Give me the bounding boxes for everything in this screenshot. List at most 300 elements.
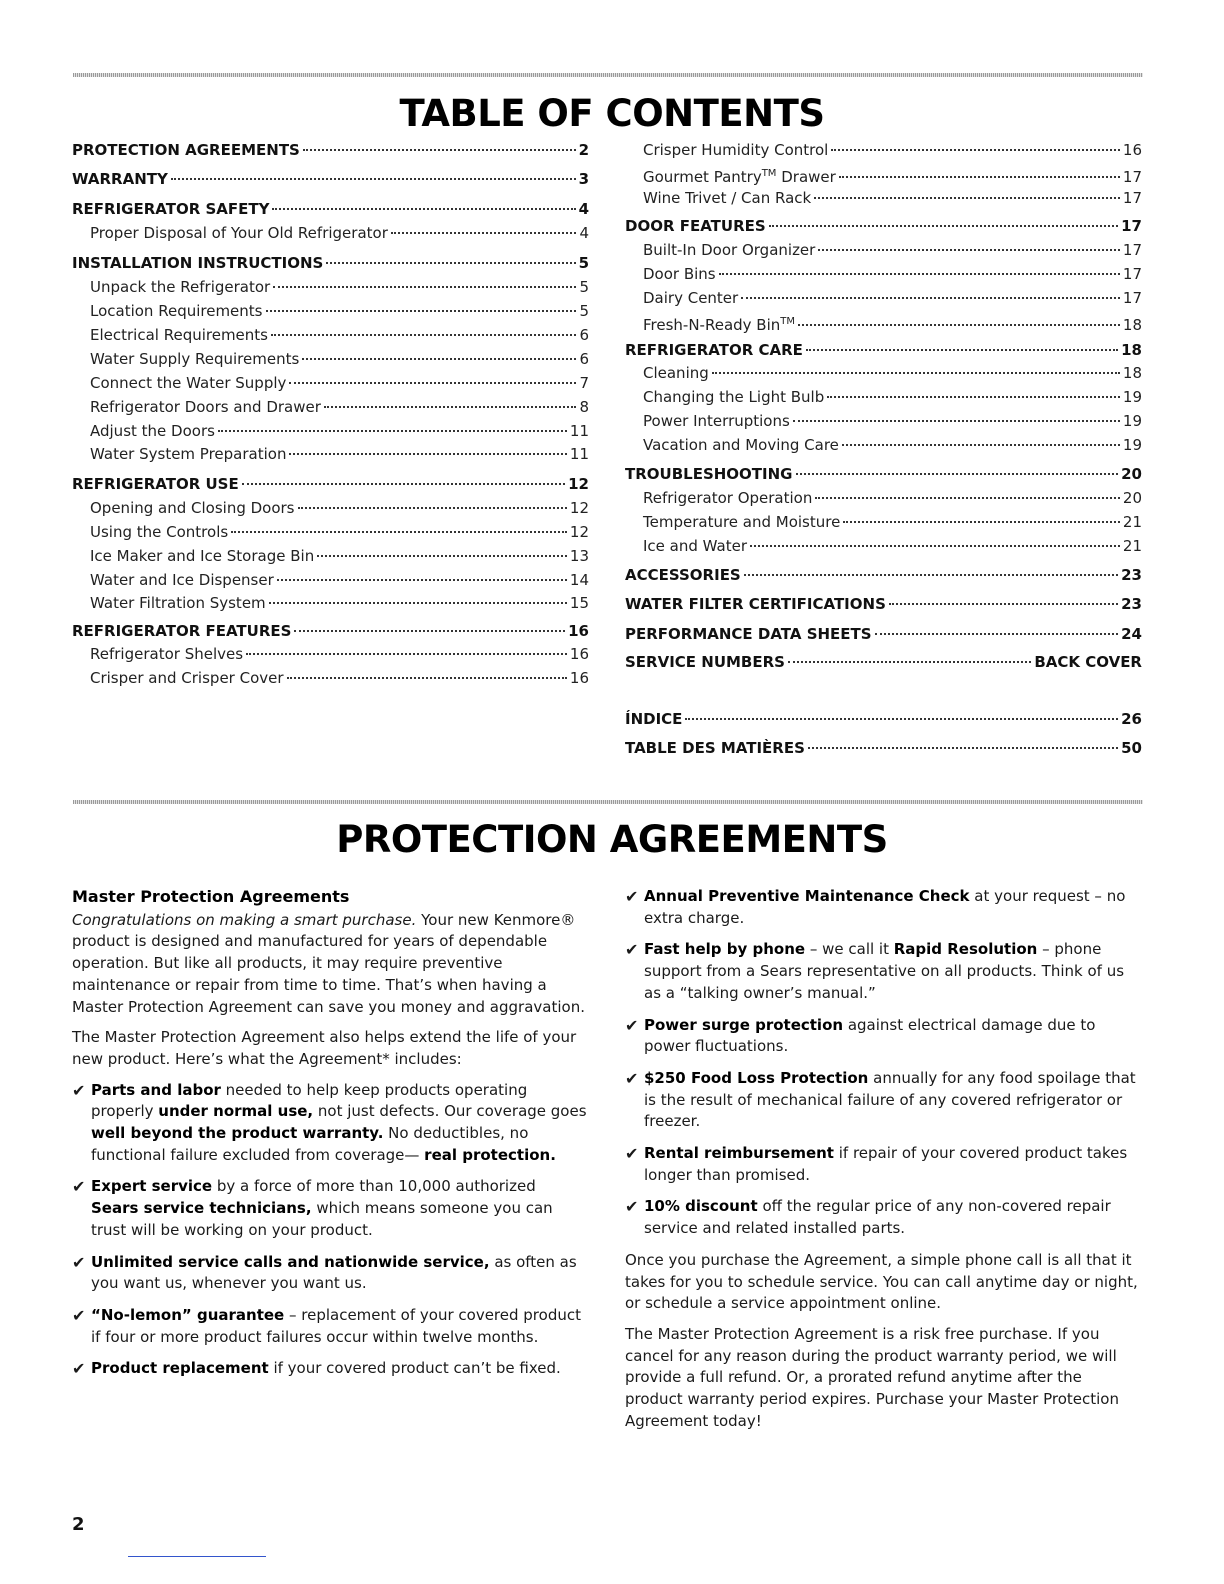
toc-entry-label-text: DOOR FEATURES [625, 217, 766, 235]
bullet-text: which means someone you can trust will be working on your product. [91, 1199, 553, 1239]
toc-entry-label-text: Adjust the Doors [90, 422, 215, 440]
toc-entry-label [625, 709, 682, 729]
toc-entry [643, 488, 1142, 508]
toc-entry-label [625, 216, 766, 236]
toc-dot-leader [246, 653, 567, 655]
toc-entry-page: 23 [1121, 566, 1142, 584]
toc-entry [625, 709, 1142, 729]
toc-entry-page: 8 [579, 398, 589, 416]
toc-entry-page: 15 [569, 594, 589, 612]
toc-entry-label-text: Ice Maker and Ice Storage Bin [90, 547, 315, 565]
toc-entry [625, 216, 1142, 236]
toc-entry-page: 11 [569, 445, 589, 463]
toc-entry-page: 24 [1121, 625, 1142, 643]
toc-entry-label [90, 498, 295, 518]
toc-entry-label [90, 325, 268, 345]
left-bullet-list [72, 1080, 587, 1380]
toc-entry [625, 652, 1142, 672]
toc-entry-page: 6 [579, 350, 589, 368]
bullet-text: needed to help keep products operating properly [91, 1080, 528, 1121]
toc-entry [72, 169, 589, 189]
bullet-bold-text: Product replacement [91, 1359, 269, 1378]
toc-entry-label-suffix: Drawer [776, 168, 836, 186]
toc-entry-page: 2 [578, 141, 589, 159]
toc-entry-label-text: Wine Trivet / Can Rack [643, 189, 812, 207]
toc-entry-label [90, 593, 266, 613]
toc-dot-leader [798, 324, 1120, 326]
toc-entry-page: 18 [1122, 364, 1142, 382]
toc-entry-label [90, 546, 314, 566]
bullet-text: – phone support from a Sears representative on all products. Think of us as a “talking owner’s manual.” [644, 940, 1125, 1002]
toc-entry-label [90, 668, 284, 688]
toc-entry-page: 6 [579, 326, 589, 344]
toc-entry-page: 12 [568, 475, 589, 493]
toc-entry-page: 18 [1121, 341, 1142, 359]
toc-left-column [72, 141, 589, 704]
toc-entry-label [90, 277, 270, 297]
toc-entry [90, 349, 589, 369]
checkmark-icon: ✔ [625, 1068, 639, 1088]
toc-entry-page: BACK COVER [1034, 653, 1142, 671]
toc-entry-page: 21 [1122, 513, 1142, 531]
checkmark-icon: ✔ [625, 1144, 639, 1164]
toc-entry-page: 7 [579, 374, 589, 392]
toc-dot-leader [889, 603, 1118, 605]
toc-entry-label-text: Changing the Light Bulb [643, 388, 825, 406]
toc-dot-leader [744, 574, 1118, 576]
toc-entry-page: 4 [578, 200, 589, 218]
toc-dot-leader [719, 273, 1120, 275]
toc-dot-leader [843, 521, 1120, 523]
toc-entry [90, 223, 589, 243]
toc-entry-page: 21 [1122, 537, 1142, 555]
toc-entry-label [643, 288, 738, 308]
trademark-superscript: TM [761, 168, 777, 179]
toc-entry [643, 288, 1142, 308]
toc-entry-label-text: Ice and Water [643, 537, 747, 555]
top-divider-rule [73, 73, 1143, 77]
closing-paragraph-1: Once you purchase the Agreement, a simple phone call is all that it takes for you to schedule service. You can call anytime day or night, or schedule a service appointment online. [625, 1250, 1138, 1313]
toc-entry-label [643, 488, 812, 508]
protection-left-column [72, 886, 587, 1390]
toc-entry-page: 12 [569, 523, 589, 541]
toc-entry [90, 397, 589, 417]
toc-dot-leader [788, 661, 1031, 663]
toc-entry-label [72, 621, 291, 641]
benefit-bullet [72, 1080, 587, 1167]
bullet-text: – we call it [805, 940, 894, 959]
toc-entry [643, 536, 1142, 556]
benefit-bullet [625, 1015, 1140, 1058]
toc-entry-label-text: Temperature and Moisture [643, 513, 841, 531]
toc-entry [643, 435, 1142, 455]
toc-entry-label [643, 264, 716, 284]
toc-entry [72, 140, 589, 160]
checkmark-icon: ✔ [625, 1015, 639, 1035]
toc-dot-leader [324, 406, 577, 408]
toc-entry-label-text: REFRIGERATOR FEATURES [72, 622, 292, 640]
toc-entry [90, 277, 589, 297]
toc-entry-label-text: Built-In Door Organizer [643, 241, 816, 259]
toc-entry-label-text: Power Interruptions [643, 412, 790, 430]
toc-dot-leader [806, 349, 1118, 351]
toc-entry-label-text: Water System Preparation [90, 445, 287, 463]
toc-entry-page: 3 [578, 170, 589, 188]
footer-line [128, 1556, 266, 1557]
toc-entry-label [625, 594, 886, 614]
bullet-bold-text: real protection. [424, 1145, 556, 1164]
toc-entry-label-text: Crisper and Crisper Cover [90, 669, 284, 687]
toc-entry [643, 164, 1142, 187]
toc-entry [625, 565, 1142, 585]
toc-entry-label [643, 240, 815, 260]
toc-entry-label-text: Door Bins [643, 265, 716, 283]
bullet-text: annually for any food spoilage that is the result of mechanical failure of any covered refrigerator or freezer. [644, 1068, 1136, 1131]
toc-entry-label [72, 169, 168, 189]
toc-dot-leader [294, 630, 565, 632]
toc-entry-label-text: Opening and Closing Doors [90, 499, 295, 517]
toc-entry-label-text: Water Filtration System [90, 594, 266, 612]
toc-entry-page: 12 [569, 499, 589, 517]
toc-entry-label [625, 624, 872, 644]
toc-entry-label-text: REFRIGERATOR CARE [625, 341, 803, 359]
benefit-bullet [72, 1252, 587, 1295]
toc-dot-leader [839, 176, 1120, 178]
toc-entry [643, 363, 1142, 383]
toc-entry-label [643, 387, 824, 407]
toc-entry [643, 411, 1142, 431]
toc-entry-label [643, 140, 828, 160]
toc-entry [90, 644, 589, 664]
checkmark-icon: ✔ [625, 940, 639, 960]
toc-entry-page: 19 [1122, 412, 1142, 430]
toc-dot-leader [273, 286, 576, 288]
toc-dot-leader [317, 555, 567, 557]
toc-entry-label [90, 397, 321, 417]
toc-dot-leader [231, 531, 567, 533]
toc-dot-leader [831, 149, 1120, 151]
toc-right-column [625, 141, 1142, 764]
toc-entry [643, 312, 1142, 335]
bullet-bold-text: Rental reimbursement [644, 1144, 834, 1163]
toc-entry-page: 4 [579, 224, 589, 242]
toc-dot-leader [218, 430, 567, 432]
toc-entry [72, 474, 589, 494]
bullet-bold-text: under normal use, [158, 1102, 314, 1121]
toc-entry-page: 5 [579, 278, 589, 296]
toc-entry-label [625, 565, 741, 585]
bullet-text: No deductibles, no functional failure excluded from coverage— [91, 1124, 529, 1164]
toc-entry-label-text: TABLE DES MATIÈRES [625, 739, 805, 757]
toc-entry [90, 546, 589, 566]
toc-entry-label [90, 570, 274, 590]
toc-title: TABLE OF CONTENTS [399, 92, 825, 135]
toc-entry-label [72, 199, 269, 219]
toc-entry [643, 140, 1142, 160]
bullet-bold-text: Sears service technicians, [91, 1199, 312, 1218]
toc-entry-label-text: Fresh-N-Ready Bin [643, 316, 781, 334]
toc-entry-label [72, 253, 323, 273]
benefit-bullet [72, 1305, 587, 1348]
bullet-text: if your covered product can’t be fixed. [268, 1359, 561, 1378]
toc-entry-label-text: Water Supply Requirements [90, 350, 300, 368]
toc-dot-leader [741, 297, 1120, 299]
bullet-bold-text: Unlimited service calls and nationwide service, [91, 1252, 490, 1271]
toc-entry [90, 570, 589, 590]
toc-entry-page: 16 [1122, 141, 1142, 159]
toc-entry [90, 444, 589, 464]
toc-entry-label-text: Location Requirements [90, 302, 263, 320]
toc-entry-page: 17 [1121, 217, 1142, 235]
toc-entry-label [643, 411, 790, 431]
benefit-bullet [625, 1196, 1140, 1239]
toc-entry-label-text: WARRANTY [72, 170, 168, 188]
closing-paragraph-2: The Master Protection Agreement is a risk free purchase. If you cancel for any reason during the product warranty period, we will provide a full refund. Or, a prorated refund anytime after the product warranty period expires. Purchase your Master Protection Agreement today! [625, 1324, 1119, 1430]
toc-entry-page: 13 [569, 547, 589, 565]
toc-dot-leader [287, 677, 567, 679]
toc-entry-page: 20 [1122, 489, 1142, 507]
toc-dot-leader [815, 497, 1120, 499]
toc-entry-label-text: Proper Disposal of Your Old Refrigerator [90, 224, 388, 242]
toc-entry-label-text: Cleaning [643, 364, 709, 382]
toc-dot-leader [277, 579, 567, 581]
intro-rest: Your new Kenmore® product is designed and manufactured for years of dependable operation. But like all products, it may require preventive maintenance or repair from time to time. That’s when having a Master Protection Agreement can save you money and aggravation. [72, 910, 585, 1016]
toc-entry-label-text: Refrigerator Shelves [90, 645, 244, 663]
toc-entry-label [90, 644, 243, 664]
right-bullet-list [625, 886, 1140, 1240]
toc-entry [90, 593, 589, 613]
toc-entry-label-text: Refrigerator Doors and Drawer [90, 398, 321, 416]
toc-entry-page: 17 [1122, 189, 1142, 207]
toc-entry [72, 621, 589, 641]
toc-entry-page: 5 [578, 254, 589, 272]
bullet-text: as often as you want us, whenever you want us. [91, 1252, 577, 1293]
toc-entry [90, 301, 589, 321]
checkmark-icon: ✔ [72, 1177, 86, 1197]
toc-dot-leader [796, 473, 1119, 475]
toc-dot-leader [298, 507, 567, 509]
toc-entry [90, 498, 589, 518]
toc-entry [643, 240, 1142, 260]
toc-entry [625, 738, 1142, 758]
toc-entry [90, 522, 589, 542]
toc-dot-leader [242, 483, 565, 485]
toc-dot-leader [814, 197, 1120, 199]
toc-dot-leader [818, 249, 1120, 251]
toc-entry-label-text: Unpack the Refrigerator [90, 278, 271, 296]
bullet-bold-text: Expert service [91, 1177, 213, 1196]
middle-divider-rule [73, 800, 1143, 804]
checkmark-icon: ✔ [72, 1080, 86, 1100]
toc-entry-label-text: Dairy Center [643, 289, 739, 307]
toc-entry-label-text: Electrical Requirements [90, 326, 268, 344]
benefit-bullet [625, 939, 1140, 1004]
bullet-text: not just defects. Our coverage goes [313, 1102, 587, 1121]
toc-entry-label-text: Crisper Humidity Control [643, 141, 829, 159]
toc-entry-label [643, 512, 840, 532]
toc-dot-leader [271, 334, 576, 336]
toc-entry-label-text: Connect the Water Supply [90, 374, 287, 392]
toc-entry-label-text: PERFORMANCE DATA SHEETS [625, 625, 872, 643]
toc-entry [90, 325, 589, 345]
toc-entry-label [90, 349, 299, 369]
bullet-bold-text: Annual Preventive Maintenance Check [644, 887, 970, 905]
toc-entry-label-text: INSTALLATION INSTRUCTIONS [72, 254, 324, 272]
toc-entry-page: 20 [1121, 465, 1142, 483]
checkmark-icon: ✔ [72, 1359, 86, 1379]
toc-entry [90, 373, 589, 393]
toc-entry-label-text: REFRIGERATOR SAFETY [72, 200, 270, 218]
toc-entry-label [625, 464, 793, 484]
toc-dot-leader [171, 178, 576, 180]
toc-entry [643, 512, 1142, 532]
toc-entry [625, 624, 1142, 644]
toc-entry-label-text: ÍNDICE [625, 710, 683, 728]
toc-entry-label [90, 444, 286, 464]
toc-entry-label [90, 223, 388, 243]
toc-entry-page: 17 [1122, 289, 1142, 307]
toc-entry [72, 199, 589, 219]
toc-dot-leader [842, 444, 1120, 446]
toc-dot-leader [793, 420, 1120, 422]
toc-entry-page: 19 [1122, 436, 1142, 454]
toc-entry-label [625, 340, 803, 360]
toc-entry-label-text: REFRIGERATOR USE [72, 475, 239, 493]
toc-entry [72, 253, 589, 273]
toc-dot-leader [685, 718, 1118, 720]
toc-entry [625, 594, 1142, 614]
toc-entry [90, 668, 589, 688]
toc-entry-label [643, 188, 811, 208]
intro-paragraph [72, 910, 587, 1019]
toc-entry-label [72, 474, 239, 494]
toc-dot-leader [289, 453, 566, 455]
bullet-text: – replacement of your covered product if four or more product failures occur within twelve months. [91, 1305, 581, 1346]
benefit-bullet [72, 1358, 587, 1380]
toc-entry-page: 17 [1122, 168, 1142, 186]
toc-entry-label-text: Using the Controls [90, 523, 229, 541]
toc-dot-leader [289, 382, 576, 384]
toc-dot-leader [769, 225, 1118, 227]
bullet-bold-text: Rapid Resolution [893, 940, 1038, 959]
toc-entry-label [625, 652, 785, 672]
toc-dot-leader [712, 372, 1120, 374]
protection-right-column [625, 886, 1140, 1441]
toc-entry-label [643, 536, 747, 556]
toc-dot-leader [391, 232, 577, 234]
toc-entry-label-text: Gourmet Pantry [643, 168, 762, 186]
toc-entry [643, 387, 1142, 407]
page-number: 2 [72, 1514, 85, 1535]
toc-entry-label [643, 312, 795, 335]
toc-entry-label-text: PROTECTION AGREEMENTS [72, 141, 300, 159]
checkmark-icon: ✔ [72, 1252, 86, 1272]
toc-entry-label [90, 301, 263, 321]
toc-dot-leader [302, 358, 576, 360]
benefit-bullet [72, 1176, 587, 1241]
toc-dot-leader [269, 602, 567, 604]
toc-dot-leader [266, 310, 577, 312]
protection-title: PROTECTION AGREEMENTS [336, 818, 888, 861]
toc-entry-page: 16 [569, 645, 589, 663]
toc-entry-label-text: TROUBLESHOOTING [625, 465, 793, 483]
benefit-bullet [625, 1143, 1140, 1186]
bullet-text: by a force of more than 10,000 authorized [212, 1177, 536, 1196]
toc-entry-label-text: ACCESSORIES [625, 566, 741, 584]
toc-dot-leader [875, 633, 1119, 635]
bullet-bold-text: “No-lemon” guarantee [91, 1305, 285, 1324]
benefit-bullet [625, 886, 1140, 929]
toc-entry-page: 5 [579, 302, 589, 320]
bullet-bold-text: Power surge protection [644, 1015, 844, 1034]
intro-italic: Congratulations on making a smart purchase. [72, 910, 417, 929]
toc-dot-leader [750, 545, 1120, 547]
bullet-bold-text: Parts and labor [91, 1080, 221, 1099]
checkmark-icon: ✔ [625, 887, 639, 906]
trademark-superscript: TM [780, 316, 796, 327]
toc-entry [643, 188, 1142, 208]
toc-entry-page: 23 [1121, 595, 1142, 613]
toc-entry-page: 11 [569, 422, 589, 440]
toc-entry-page: 16 [569, 669, 589, 687]
toc-entry-label [90, 421, 215, 441]
toc-entry-page: 19 [1122, 388, 1142, 406]
agreement-paragraph: The Master Protection Agreement also helps extend the life of your new product. Here’s what the Agreement* includes: [72, 1028, 577, 1068]
toc-entry-page: 17 [1122, 241, 1142, 259]
checkmark-icon: ✔ [625, 1197, 639, 1217]
toc-dot-leader [326, 262, 575, 264]
bullet-text: against electrical damage due to power fluctuations. [644, 1015, 1096, 1056]
toc-dot-leader [808, 747, 1118, 749]
checkmark-icon: ✔ [72, 1305, 86, 1325]
toc-entry-label [643, 363, 709, 383]
toc-dot-leader [272, 208, 575, 210]
toc-entry-label [72, 140, 300, 160]
master-protection-subtitle: Master Protection Agreements [72, 887, 350, 906]
toc-entry-label [643, 164, 836, 187]
bullet-bold-text: well beyond the product warranty. [91, 1124, 384, 1143]
bullet-text: if repair of your covered product takes longer than promised. [644, 1144, 1128, 1184]
toc-entry-label [643, 435, 839, 455]
toc-entry [90, 421, 589, 441]
toc-entry [643, 264, 1142, 284]
toc-entry-label-text: Refrigerator Operation [643, 489, 813, 507]
benefit-bullet [625, 1068, 1140, 1133]
bullet-bold-text: 10% discount [644, 1197, 758, 1216]
toc-entry-label [90, 522, 228, 542]
toc-entry-label-text: Water and Ice Dispenser [90, 571, 274, 589]
toc-entry [625, 464, 1142, 484]
toc-entry-label-text: SERVICE NUMBERS [625, 653, 785, 671]
toc-entry-page: 16 [568, 622, 589, 640]
toc-entry-label [625, 738, 805, 758]
toc-dot-leader [827, 396, 1120, 398]
bullet-text: off the regular price of any non-covered repair service and related installed parts. [644, 1197, 1111, 1238]
bullet-bold-text: $250 Food Loss Protection [644, 1068, 869, 1087]
toc-entry-label-text: Vacation and Moving Care [643, 436, 839, 454]
toc-entry-label-text: WATER FILTER CERTIFICATIONS [625, 595, 886, 613]
toc-entry-page: 17 [1122, 265, 1142, 283]
toc-entry-page: 26 [1121, 710, 1142, 728]
toc-entry-page: 50 [1121, 739, 1142, 757]
toc-entry-page: 18 [1122, 316, 1142, 334]
toc-entry-page: 14 [569, 571, 589, 589]
toc-dot-leader [303, 149, 576, 151]
toc-entry [625, 340, 1142, 360]
bullet-text: at your request – no extra charge. [644, 887, 1126, 927]
toc-entry-label [90, 373, 286, 393]
bullet-bold-text: Fast help by phone [644, 940, 806, 959]
